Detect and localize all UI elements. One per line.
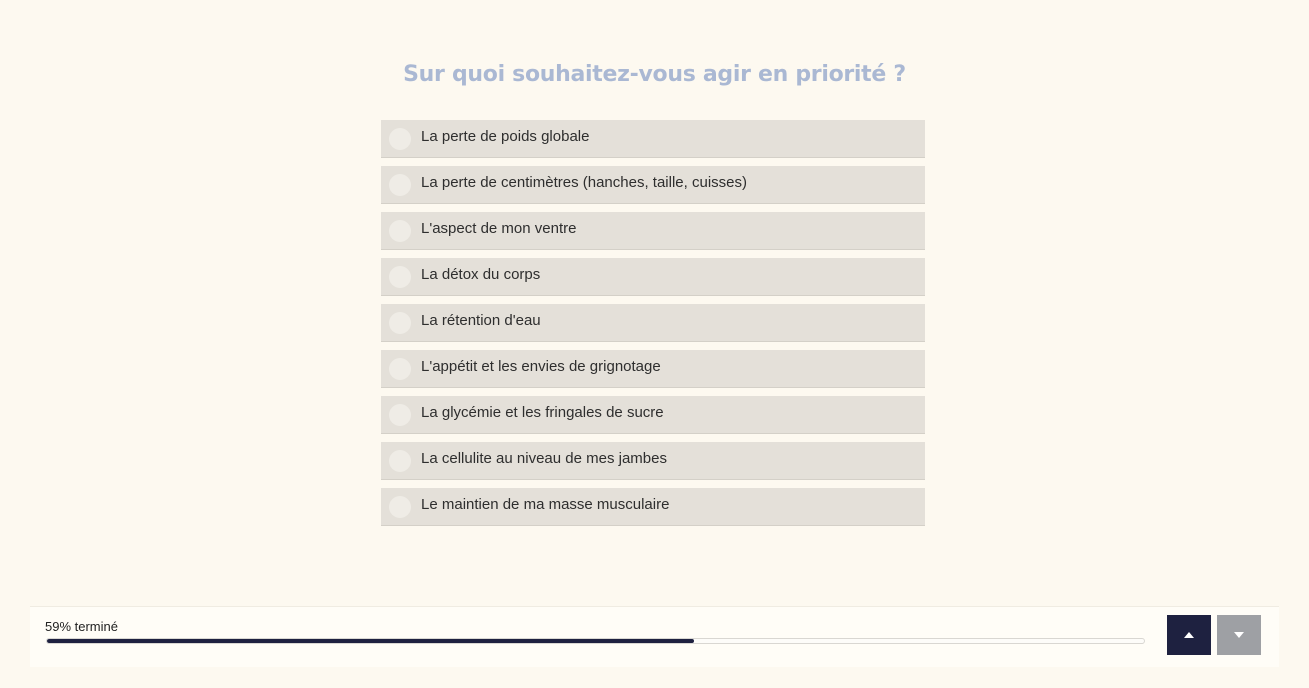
progress-bar [46,638,1145,644]
answer-option[interactable] [381,396,925,434]
answer-option-label: La perte de poids globale [421,128,590,145]
answer-option[interactable] [381,258,925,296]
radio-button[interactable] [389,404,411,426]
radio-button[interactable] [389,358,411,380]
answer-option[interactable] [381,350,925,388]
chevron-up-icon [1184,632,1194,638]
answer-option[interactable] [381,120,925,158]
radio-button[interactable] [389,496,411,518]
answer-option-label: L'appétit et les envies de grignotage [421,358,661,375]
previous-question-button[interactable] [1167,615,1211,655]
answer-option[interactable] [381,442,925,480]
answer-option-label: Le maintien de ma masse musculaire [421,496,670,513]
answer-option-label: La perte de centimètres (hanches, taille, cuisses) [421,174,747,191]
radio-button[interactable] [389,450,411,472]
chevron-down-icon [1234,632,1244,638]
answer-option-label: La glycémie et les fringales de sucre [421,404,664,421]
answer-option[interactable] [381,166,925,204]
radio-button[interactable] [389,266,411,288]
answer-option[interactable] [381,304,925,342]
answer-option[interactable] [381,212,925,250]
answer-option-label: La cellulite au niveau de mes jambes [421,450,667,467]
question-title: Sur quoi souhaitez-vous agir en priorité ? [403,62,906,87]
answer-options-list [381,120,925,534]
answer-option-label: La détox du corps [421,266,541,283]
answer-option-label: La rétention d'eau [421,312,541,329]
progress-footer [30,606,1279,667]
next-question-button[interactable] [1217,615,1261,655]
radio-button[interactable] [389,128,411,150]
radio-button[interactable] [389,312,411,334]
radio-button[interactable] [389,220,411,242]
progress-label: 59% terminé [45,619,118,634]
answer-option-label: L'aspect de mon ventre [421,220,577,237]
progress-bar-fill [47,639,694,643]
answer-option[interactable] [381,488,925,526]
radio-button[interactable] [389,174,411,196]
